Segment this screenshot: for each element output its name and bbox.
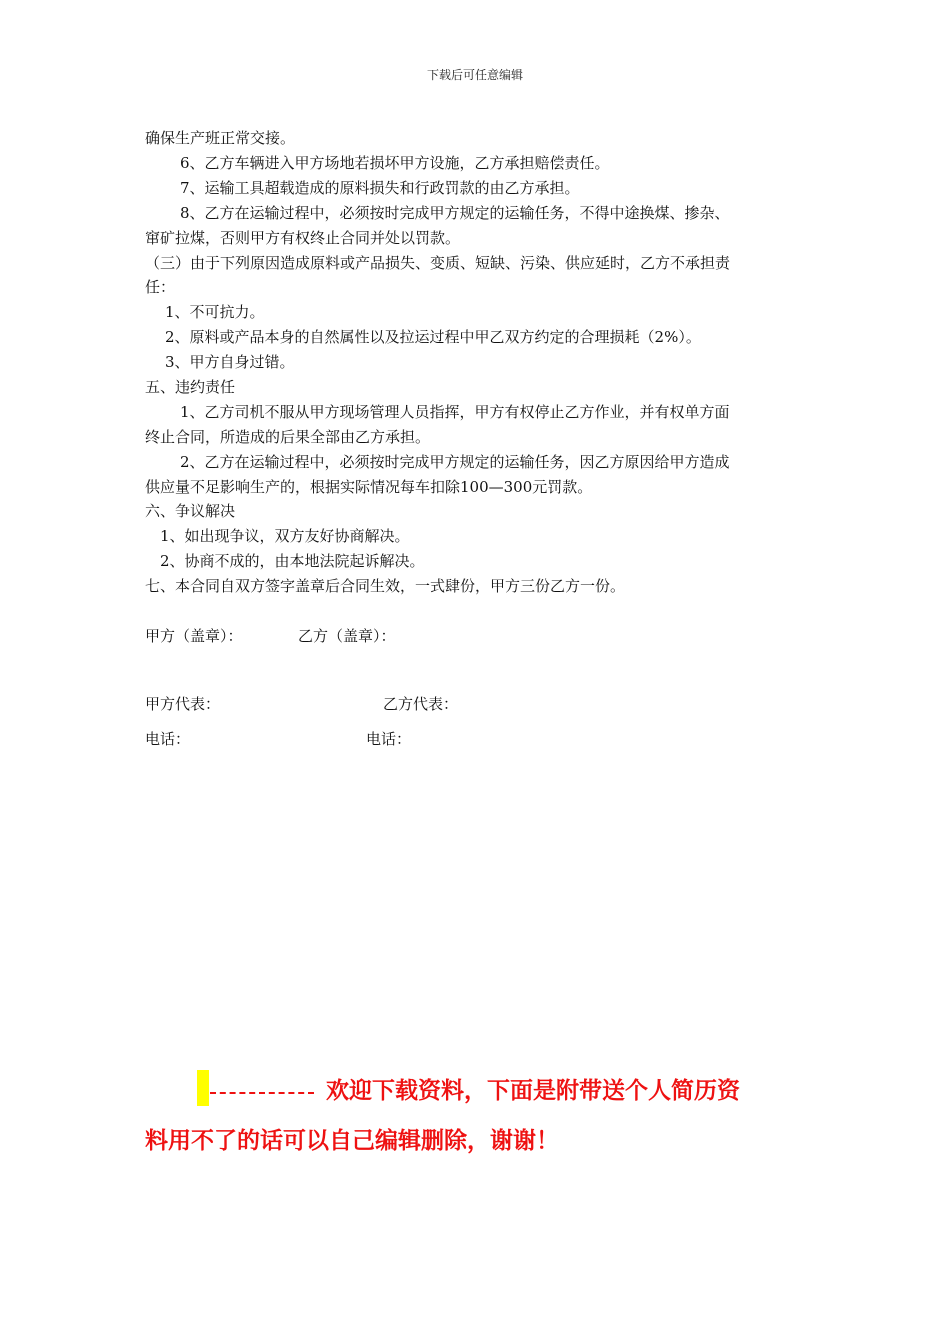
section-heading: 五、违约责任 [145, 378, 236, 396]
party-a-phone-label: 电话： [145, 730, 191, 748]
party-b-seal-label: 乙方（盖章）： [298, 627, 396, 645]
contract-line: 终止合同，所造成的后果全部由乙方承担。 [145, 428, 431, 446]
contract-line: 2、协商不成的，由本地法院起诉解决。 [160, 552, 425, 570]
contract-line: 供应量不足影响生产的，根据实际情况每车扣除100—300元罚款。 [145, 478, 593, 496]
highlight-marker [197, 1070, 209, 1106]
contract-line: 确保生产班正常交接。 [145, 129, 296, 147]
promo-line-1: 欢迎下载资料，下面是附带送个人简历资 [326, 1078, 740, 1104]
contract-line: 2、原料或产品本身的自然属性以及拉运过程中甲乙双方约定的合理损耗（2%）。 [165, 328, 701, 346]
contract-line: 8、乙方在运输过程中，必须按时完成甲方规定的运输任务，不得中途换煤、掺杂、 [180, 204, 730, 222]
party-a-seal-label: 甲方（盖章）： [145, 627, 243, 645]
promo-line-2: 料用不了的话可以自己编辑删除，谢谢！ [145, 1128, 559, 1154]
contract-line: 6、乙方车辆进入甲方场地若损坏甲方设施，乙方承担赔偿责任。 [180, 154, 610, 172]
section-heading: 六、争议解决 [145, 502, 236, 520]
contract-line: 2、乙方在运输过程中，必须按时完成甲方规定的运输任务，因乙方原因给甲方造成 [180, 453, 730, 471]
contract-line: 窜矿拉煤，否则甲方有权终止合同并处以罚款。 [145, 229, 461, 247]
party-b-phone-label: 电话： [366, 730, 412, 748]
dashed-divider [210, 1092, 314, 1094]
contract-line: 1、不可抗力。 [165, 303, 265, 321]
party-a-rep-label: 甲方代表： [145, 695, 221, 713]
contract-line: 7、运输工具超载造成的原料损失和行政罚款的由乙方承担。 [180, 179, 580, 197]
contract-line: 1、乙方司机不服从甲方现场管理人员指挥，甲方有权停止乙方作业，并有权单方面 [180, 403, 730, 421]
party-b-rep-label: 乙方代表： [383, 695, 459, 713]
contract-line: 3、甲方自身过错。 [165, 353, 295, 371]
section-heading: （三）由于下列原因造成原料或产品损失、变质、短缺、污染、供应延时，乙方不承担责 [145, 254, 731, 272]
page-header: 下载后可任意编辑 [426, 68, 523, 82]
contract-line: 1、如出现争议，双方友好协商解决。 [160, 527, 410, 545]
contract-line: 任： [145, 278, 176, 296]
section-heading: 七、本合同自双方签字盖章后合同生效，一式肆份，甲方三份乙方一份。 [145, 577, 626, 595]
